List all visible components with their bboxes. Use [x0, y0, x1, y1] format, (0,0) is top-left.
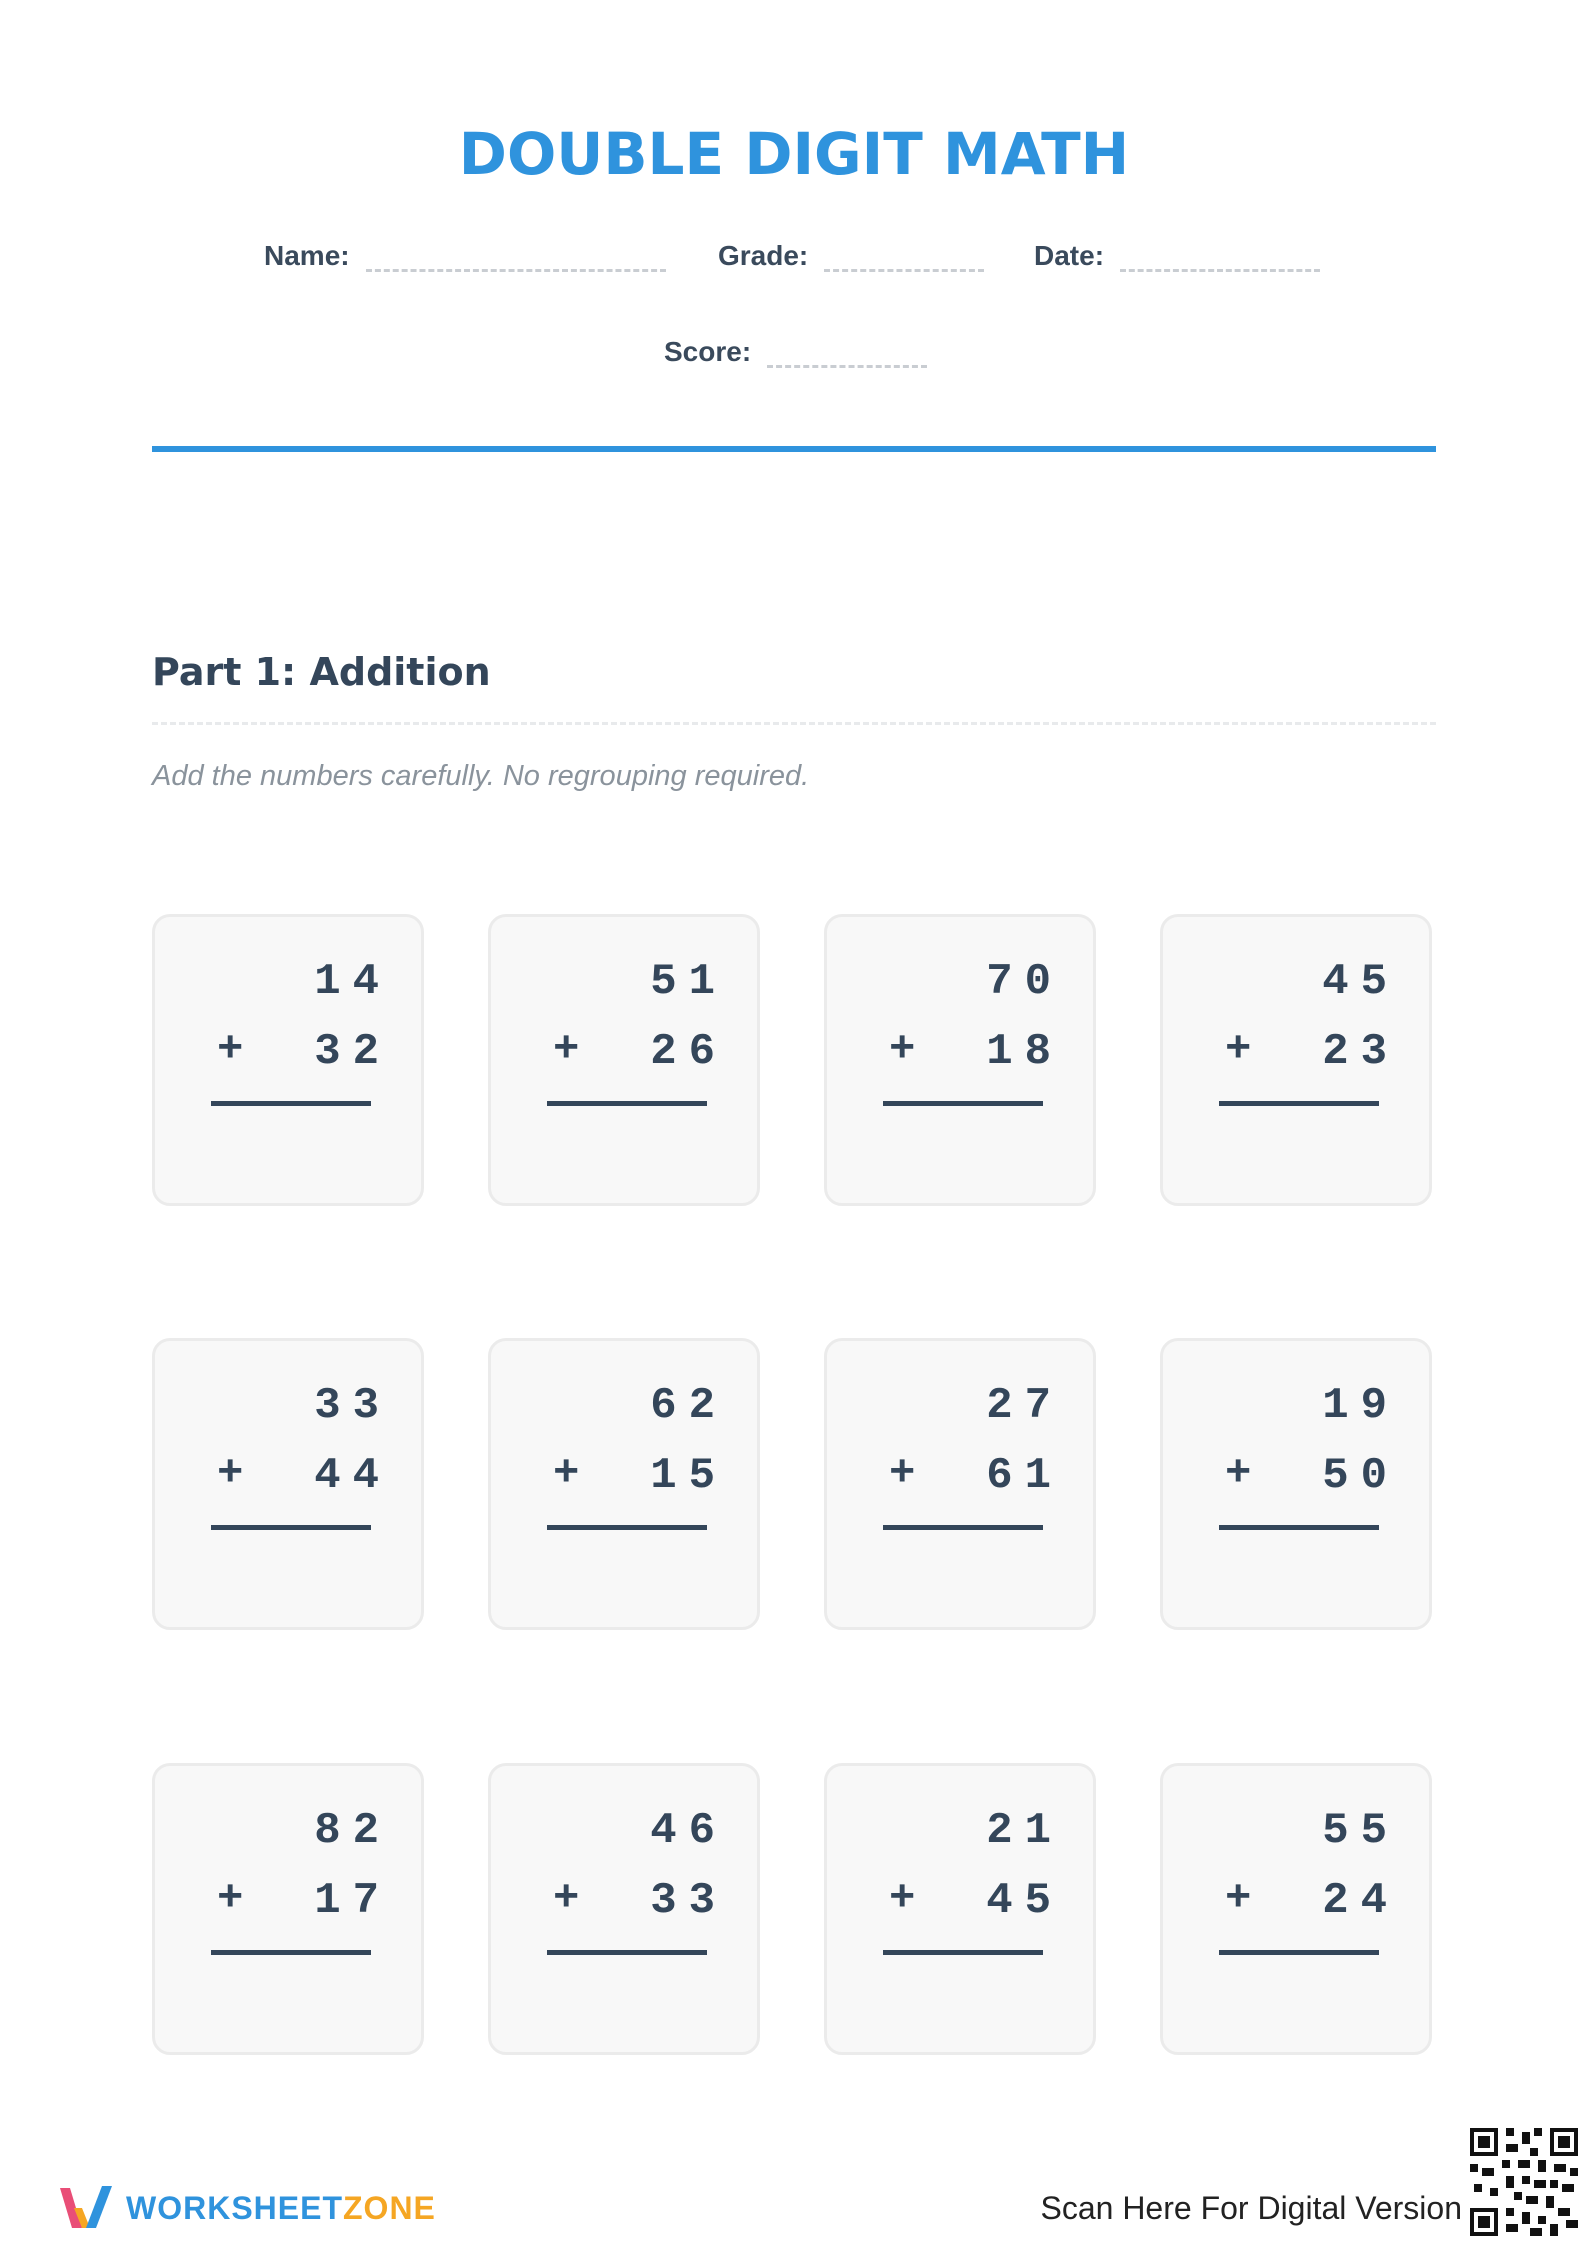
- scan-caption: Scan Here For Digital Version: [1040, 2190, 1462, 2226]
- logo-text-zone: ZONE: [343, 2189, 436, 2226]
- problem-card[interactable]: [824, 1338, 1096, 1630]
- addend-bottom: 33: [650, 1876, 727, 1926]
- logo-text: [126, 2190, 436, 2227]
- answer-line[interactable]: [883, 1950, 1043, 1955]
- date-label: Date:: [1034, 240, 1105, 271]
- addend-bottom: 15: [650, 1451, 727, 1501]
- addend-top: 70: [986, 957, 1063, 1007]
- plus-sign: +: [217, 1449, 244, 1499]
- addend-top: 14: [314, 957, 391, 1007]
- plus-sign: +: [889, 1025, 916, 1075]
- answer-line[interactable]: [211, 1950, 371, 1955]
- problem-card[interactable]: [824, 1763, 1096, 2055]
- answer-line[interactable]: [1219, 1101, 1379, 1106]
- worksheet-title: DOUBLE DIGIT MATH: [458, 120, 1130, 188]
- addend-top: 33: [314, 1381, 391, 1431]
- answer-line[interactable]: [1219, 1525, 1379, 1530]
- problem-card[interactable]: [1160, 1763, 1432, 2055]
- addend-bottom: 45: [986, 1876, 1063, 1926]
- problem-card[interactable]: [1160, 1338, 1432, 1630]
- addend-bottom: 50: [1322, 1451, 1399, 1501]
- problem-card[interactable]: [152, 914, 424, 1206]
- problem-card[interactable]: [152, 1338, 424, 1630]
- problem-card[interactable]: [152, 1763, 424, 2055]
- answer-line[interactable]: [547, 1950, 707, 1955]
- plus-sign: +: [889, 1449, 916, 1499]
- addend-top: 27: [986, 1381, 1063, 1431]
- addend-bottom: 26: [650, 1027, 727, 1077]
- answer-line[interactable]: [883, 1525, 1043, 1530]
- header-divider: [152, 446, 1436, 452]
- plus-sign: +: [553, 1874, 580, 1924]
- addend-top: 21: [986, 1806, 1063, 1856]
- problem-card[interactable]: [488, 1763, 760, 2055]
- plus-sign: +: [1225, 1874, 1252, 1924]
- addend-bottom: 32: [314, 1027, 391, 1077]
- addend-bottom: 61: [986, 1451, 1063, 1501]
- problem-card[interactable]: [824, 914, 1096, 1206]
- qr-code-icon[interactable]: [1470, 2128, 1578, 2236]
- plus-sign: +: [553, 1025, 580, 1075]
- plus-sign: +: [1225, 1449, 1252, 1499]
- plus-sign: +: [217, 1874, 244, 1924]
- addend-top: 51: [650, 957, 727, 1007]
- logo-mark-icon: [56, 2180, 116, 2236]
- grade-blank[interactable]: [824, 249, 984, 272]
- date-field[interactable]: [1034, 240, 1320, 272]
- addend-top: 19: [1322, 1381, 1399, 1431]
- answer-line[interactable]: [547, 1525, 707, 1530]
- name-field[interactable]: [264, 240, 666, 272]
- score-field[interactable]: [664, 336, 927, 368]
- grade-field[interactable]: [718, 240, 984, 272]
- section-title: Part 1: Addition: [152, 650, 491, 694]
- answer-line[interactable]: [1219, 1950, 1379, 1955]
- addend-bottom: 44: [314, 1451, 391, 1501]
- addend-top: 45: [1322, 957, 1399, 1007]
- addend-top: 82: [314, 1806, 391, 1856]
- score-blank[interactable]: [767, 345, 927, 368]
- addend-bottom: 17: [314, 1876, 391, 1926]
- section-divider: [152, 722, 1436, 725]
- plus-sign: +: [217, 1025, 244, 1075]
- addend-top: 62: [650, 1381, 727, 1431]
- score-label: Score:: [664, 336, 752, 367]
- worksheetzone-logo: [56, 2180, 436, 2236]
- name-blank[interactable]: [366, 249, 666, 272]
- grade-label: Grade:: [718, 240, 809, 271]
- addend-top: 55: [1322, 1806, 1399, 1856]
- plus-sign: +: [553, 1449, 580, 1499]
- problem-card[interactable]: [488, 1338, 760, 1630]
- addend-bottom: 18: [986, 1027, 1063, 1077]
- answer-line[interactable]: [547, 1101, 707, 1106]
- addend-bottom: 23: [1322, 1027, 1399, 1077]
- logo-text-worksheet: WORKSHEET: [126, 2189, 343, 2226]
- answer-line[interactable]: [211, 1101, 371, 1106]
- problem-card[interactable]: [1160, 914, 1432, 1206]
- date-blank[interactable]: [1120, 249, 1320, 272]
- section-instructions: Add the numbers carefully. No regrouping required.: [152, 760, 810, 792]
- problem-card[interactable]: [488, 914, 760, 1206]
- answer-line[interactable]: [211, 1525, 371, 1530]
- addend-bottom: 24: [1322, 1876, 1399, 1926]
- name-label: Name:: [264, 240, 350, 271]
- addend-top: 46: [650, 1806, 727, 1856]
- plus-sign: +: [889, 1874, 916, 1924]
- plus-sign: +: [1225, 1025, 1252, 1075]
- answer-line[interactable]: [883, 1101, 1043, 1106]
